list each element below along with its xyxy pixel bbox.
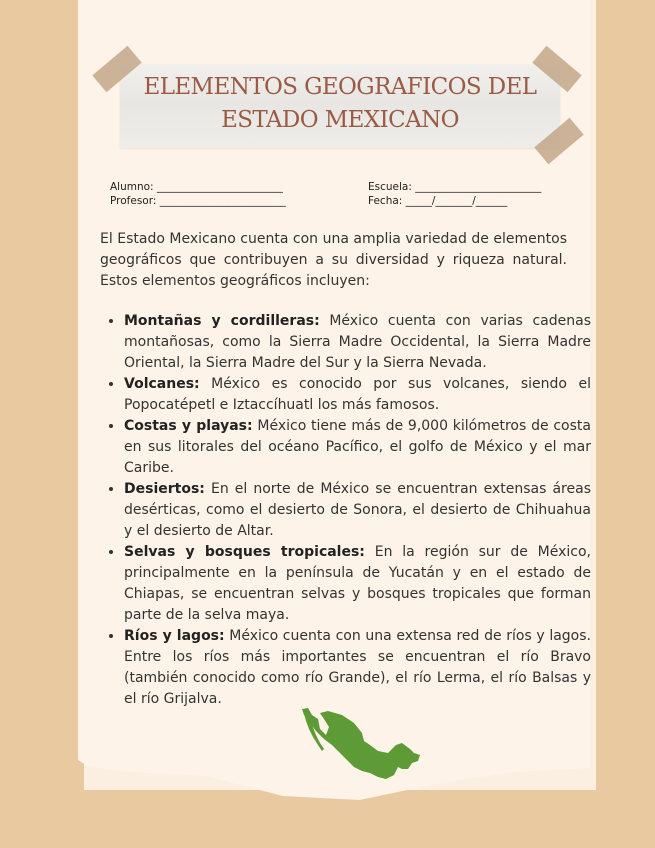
- feature-text: En el norte de México se encuentran extensas áreas desérticas, como el desierto de Sonora, el desierto de Chihuahua y el desierto de Altar.: [124, 481, 591, 539]
- title-line-1: ELEMENTOS GEOGRAFICOS DEL: [143, 74, 537, 100]
- feature-term: Ríos y lagos:: [124, 628, 225, 644]
- list-item: [124, 374, 591, 416]
- list-item: [124, 626, 591, 710]
- mexico-map-icon: [298, 705, 428, 785]
- page-title: [120, 71, 560, 137]
- feature-text: México cuenta con varias cadenas montañosas, como la Sierra Madre Occidental, la Sierra Madre Oriental, la Sierra Madre del Sur y la Sierra Nevada.: [124, 313, 591, 371]
- feature-term: Volcanes:: [124, 376, 200, 392]
- feature-text: México cuenta con una extensa red de ríos y lagos. Entre los ríos más importantes se encuentran el río Bravo (también conocido como río Grande), el río Lerma, el río Balsas y el río Grijalva.: [124, 628, 591, 707]
- intro-paragraph: El Estado Mexicano cuenta con una amplia variedad de elementos geográficos que contribuyen a su diversidad y riqueza natural. Estos elementos geográficos incluyen:: [100, 231, 567, 289]
- feature-text: En la región sur de México, principalmente en la península de Yucatán y en el estado de Chiapas, se encuentran selvas y bosques tropicales que forman parte de la selva maya.: [124, 544, 592, 623]
- feature-term: Montañas y cordilleras:: [124, 313, 320, 329]
- list-item: [124, 542, 591, 626]
- fecha-field[interactable]: Fecha: _____/_______/______: [368, 195, 508, 207]
- alumno-field[interactable]: Alumno: ________________________: [110, 181, 283, 193]
- escuela-field[interactable]: Escuela: ________________________: [368, 181, 542, 193]
- profesor-field[interactable]: Profesor: ________________________: [110, 195, 286, 207]
- title-line-2: ESTADO MEXICANO: [221, 107, 459, 133]
- list-item: [124, 311, 591, 374]
- list-item: [124, 479, 591, 542]
- list-item: [124, 416, 591, 479]
- feature-text: México tiene más de 9,000 kilómetros de costa en sus litorales del océano Pacífico, el golfo de México y el mar Caribe.: [124, 418, 591, 476]
- features-list: [100, 311, 591, 710]
- feature-term: Selvas y bosques tropicales:: [124, 544, 365, 560]
- feature-text: México es conocido por sus volcanes, siendo el Popocatépetl e Iztaccíhuatl los más famosos.: [124, 376, 591, 413]
- feature-term: Desiertos:: [124, 481, 205, 497]
- feature-term: Costas y playas:: [124, 418, 253, 434]
